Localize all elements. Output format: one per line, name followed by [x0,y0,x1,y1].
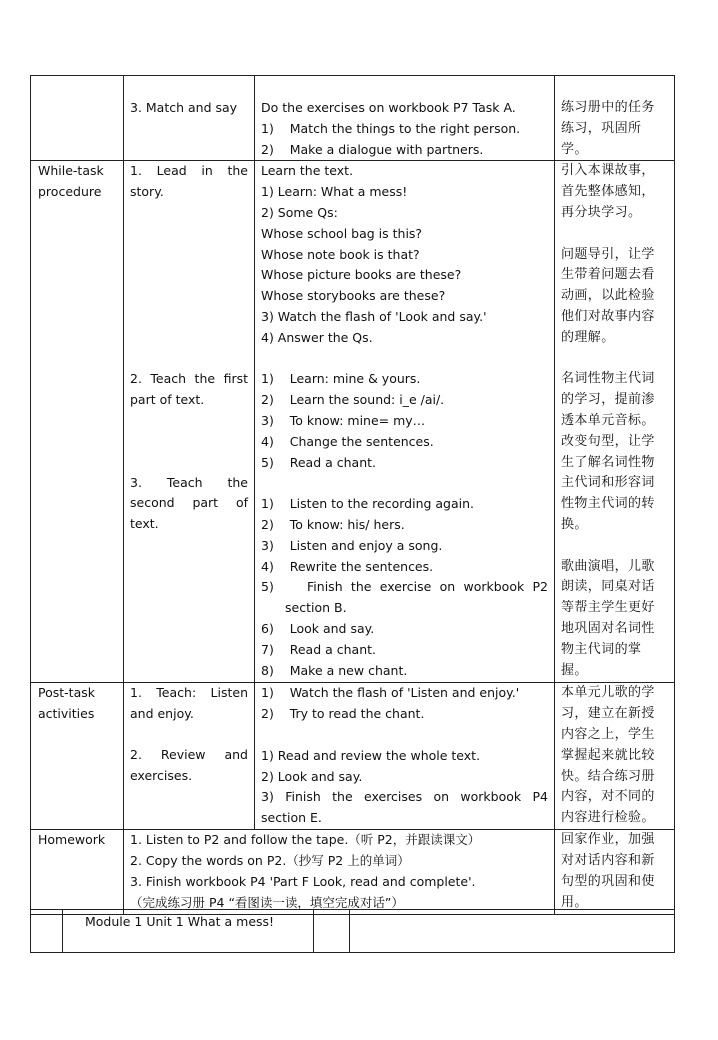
row-while-task [31,161,675,683]
content-line: 4) Answer the Qs. [261,329,373,345]
content-line: 1) Match the things to the right person. [261,120,521,136]
homework-line: 3. Finish workbook P4 'Part F Look, read and complete'. [130,873,476,889]
content-line: 3) Listen and enjoy a song. [261,537,443,553]
homework-line: （完成练习册 P4 “看图读一读，填空完成对话”） [130,894,404,910]
module-title: Module 1 Unit 1 What a mess! [85,914,275,929]
content-line: 3) Watch the flash of 'Look and say.' [261,308,487,324]
content-line: Whose picture books are these? [261,267,462,283]
content-line: Learn the text. [261,163,354,179]
footer-title-cell [63,910,314,953]
step-cell [124,683,255,830]
content-line: 3) Finish the exercises on workbook P4 section E. [261,789,548,826]
stage-cell-empty [31,76,124,161]
content-line: 2) Learn the sound: i_e /ai/. [261,392,445,408]
content-line: 7) Read a chant. [261,641,376,657]
content-line: 2) Try to read the chant. [261,706,425,722]
purpose-cell [555,161,675,683]
row-post-task [31,683,675,830]
homework-content-cell [124,830,555,915]
content-line: 2) Some Qs: [261,204,338,220]
purpose-text: 本单元儿歌的学习，建立在新授内容之上，学生掌握起来就比较快。结合练习册内容，对不同的内容进行检验。 [561,685,655,826]
homework-line: 2. Copy the words on P2.（抄写 P2 上的单词） [130,853,410,869]
step-label: 2. Teach the first part of text. [130,370,248,407]
content-line: 1) Watch the flash of 'Listen and enjoy.' [261,685,520,701]
purpose-text: 引入本课故事，首先整体感知，再分块学习。 [561,163,655,220]
step-cell [124,161,255,683]
stage-label: While-task procedure [38,163,104,200]
purpose-cell [555,830,675,915]
content-line: 2) Look and say. [261,768,363,784]
content-line: 5) Read a chant. [261,454,376,470]
content-line: 4) Change the sentences. [261,433,434,449]
purpose-text: 名词性物主代词的学习，提前渗透本单元音标。改变句型，让学生了解名词性物主代词和形容词性物主代词的转换。 [561,371,655,532]
purpose-cell [555,76,675,161]
content-line: Do the exercises on workbook P7 Task A. [261,100,516,115]
content-line: 1) Listen to the recording again. [261,496,475,512]
stage-label: Post-task activities [38,685,95,722]
footer-cell [350,910,675,953]
row-homework [31,830,675,915]
step-label: 3. Teach the second part of text. [130,474,248,532]
step-cell [124,76,255,161]
content-cell [255,161,555,683]
step-label: 1. Lead in the story. [130,163,248,200]
footer-cell [314,910,350,953]
content-line: 2) To know: his/ hers. [261,516,405,532]
purpose-text: 练习册中的任务练习，巩固所学。 [561,100,655,157]
content-cell [255,683,555,830]
homework-line: 1. Listen to P2 and follow the tape.（听 P2，并跟读课文） [130,832,481,848]
stage-cell [31,830,124,915]
content-line: 5) Finish the exercise on workbook P2 section B. [261,579,548,616]
lesson-plan-table [30,75,675,915]
stage-cell [31,683,124,830]
step-label: 1. Teach: Listen and enjoy. [130,685,248,722]
content-line: 2) Make a dialogue with partners. [261,141,484,157]
content-line: Whose storybooks are these? [261,288,446,304]
stage-cell [31,161,124,683]
purpose-text: 歌曲演唱，儿歌朗读，同桌对话等帮主学生更好地巩固对名词性物主代词的掌握。 [561,558,655,678]
footer-cell [31,910,63,953]
content-cell [255,76,555,161]
step-label: 2. Review and exercises. [130,746,248,783]
content-line: 1) Learn: What a mess! [261,184,408,200]
footer-table [30,909,675,953]
content-line: Whose school bag is this? [261,225,423,241]
purpose-text: 问题导引，让学生带着问题去看动画，以此检验他们对故事内容的理解。 [561,246,655,345]
content-line: 1) Read and review the whole text. [261,747,481,763]
purpose-cell [555,683,675,830]
step-label: 3. Match and say [130,100,238,115]
row-match-and-say [31,76,675,161]
content-line: 3) To know: mine= my… [261,412,426,428]
purpose-text: 回家作业，加强对对话内容和新句型的巩固和使用。 [561,832,655,910]
content-line: Whose note book is that? [261,246,420,262]
content-line: 6) Look and say. [261,620,375,636]
content-line: 1) Learn: mine & yours. [261,371,421,387]
content-line: 4) Rewrite the sentences. [261,558,434,574]
stage-label: Homework [38,832,106,848]
content-line: 8) Make a new chant. [261,662,408,678]
